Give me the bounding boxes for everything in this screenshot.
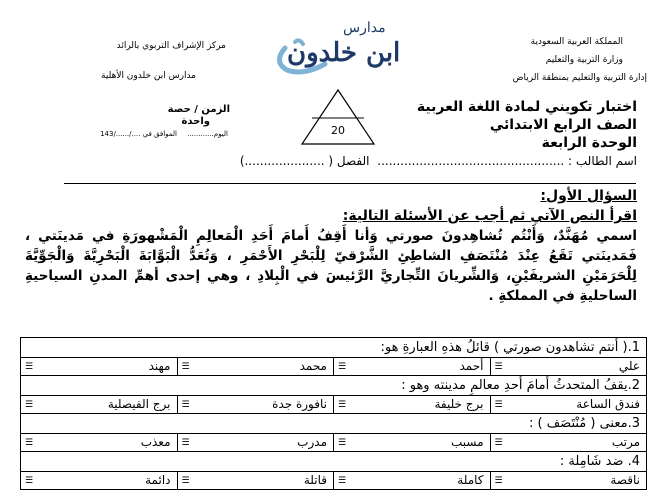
date-label: الموافق في ..../....../143: [100, 130, 177, 138]
option-cell[interactable]: [490, 396, 647, 414]
checkbox-icon[interactable]: ☰: [494, 438, 503, 448]
checkbox-icon[interactable]: ☰: [25, 400, 34, 410]
reading-passage: اسمي مُهَنَّدٌ، وَأَنْتُم تُشاهِدونَ صورتي وَأنا أَقِفُ أَمامَ أَحَدِ الْمَعالِمِ الْمَشْهورَةِ في مَدينَتي ، فَمَدينَتي تَقَعُ عِنْدَ مُنْتَصَفِ الشاطِئِ الشَّرْقيّ لِلْبَحْرِ الأَحْمَرِ ، وَتُعَدُّ الْبَوَّابَةَ الْبَحْرِيَّةَ وَالْجَوِّيَّةَ لِلْحَرَمَيْنِ الشريفَيْنِ، وَالشِّريانَ التِّجاريَّ الرَّئيسَ في الْبِلادِ ، وهي إحدى أهمِّ المدنِ السياحيةِ الساحليةِ في المملكةِ .: [25, 228, 637, 304]
option-label: نافورة جدة: [272, 397, 327, 411]
option-label: دائمة: [145, 473, 171, 487]
checkbox-icon[interactable]: ☰: [494, 476, 503, 486]
option-label: كاملة: [457, 473, 484, 487]
option-cell[interactable]: [334, 396, 491, 414]
checkbox-icon[interactable]: ☰: [338, 476, 347, 486]
options-row: [21, 358, 647, 376]
option-label: مرتب: [611, 435, 640, 449]
checkbox-icon[interactable]: ☰: [181, 476, 190, 486]
option-label: مهند: [148, 359, 171, 373]
question-stem: 3.معنى ( مُنْتَصَف ) :: [21, 414, 647, 434]
option-label: فندق الساعة: [576, 397, 640, 411]
header-right-line-1: المملكة العربية السعودية: [530, 37, 623, 47]
option-cell[interactable]: [177, 396, 334, 414]
question-stem: 4. ضد شَامِلة :: [21, 452, 647, 472]
checkbox-icon[interactable]: ☰: [181, 362, 190, 372]
date-line: [78, 130, 228, 138]
option-label: مدرب: [297, 435, 327, 449]
option-cell[interactable]: [177, 434, 334, 452]
question-row: [21, 338, 647, 358]
checkbox-icon[interactable]: ☰: [338, 362, 347, 372]
checkbox-icon[interactable]: ☰: [25, 476, 34, 486]
option-cell[interactable]: [21, 434, 178, 452]
option-cell[interactable]: [490, 434, 647, 452]
option-label: ناقصة: [610, 473, 640, 487]
question-row: [21, 414, 647, 434]
option-cell[interactable]: [334, 358, 491, 376]
logo-top-text: مدارس: [343, 20, 386, 36]
checkbox-icon[interactable]: ☰: [338, 400, 347, 410]
header-right-line-2: وزارة التربية والتعليم: [545, 55, 623, 65]
section-title: السؤال الأول:: [540, 188, 637, 204]
option-cell[interactable]: [490, 358, 647, 376]
option-label: برج الفيصلية: [107, 397, 171, 411]
option-label: مسبب: [450, 435, 484, 449]
option-label: محمد: [299, 359, 327, 373]
option-label: معذب: [140, 435, 171, 449]
section-instruction: اقرأ النص الآتي ثم أجب عن الأسئلة التالية:: [342, 208, 637, 224]
checkbox-icon[interactable]: ☰: [494, 400, 503, 410]
exam-unit: الوحدة الرابعة: [541, 135, 637, 151]
option-cell[interactable]: [177, 358, 334, 376]
option-cell[interactable]: [21, 396, 178, 414]
exam-title: اختبار تكويني لمادة اللغة العربية: [416, 99, 637, 115]
question-stem: 2.يقفُ المتحدثُ أمامَ أحدِ معالمِ مدينته وهو :: [21, 376, 647, 396]
header-right-line-3: إدارة التربية والتعليم بمنطقة الرياض: [512, 73, 647, 83]
question-stem: 1.( أنتم تشاهدون صورتي ) قائلُ هذهِ العبارةِ هو:: [21, 338, 647, 358]
time-value: واحدة: [181, 116, 210, 127]
option-cell[interactable]: [490, 472, 647, 490]
student-line: [37, 154, 637, 168]
question-row: [21, 376, 647, 396]
time-label: الزمن / حصة: [167, 104, 230, 115]
school-header: [26, 40, 226, 82]
checkbox-icon[interactable]: ☰: [494, 362, 503, 372]
questions-table: [20, 337, 647, 490]
options-row: [21, 472, 647, 490]
triangle-score: 20: [331, 124, 345, 137]
divider: [64, 183, 636, 184]
checkbox-icon[interactable]: ☰: [25, 438, 34, 448]
option-label: قاتلة: [303, 473, 327, 487]
student-name-field[interactable]: اسم الطالب : .................................................: [377, 154, 637, 168]
option-label: أحمد: [459, 359, 484, 373]
exam-title-block: [347, 98, 637, 152]
exam-grade: الصف الرابع الابتدائي: [489, 117, 637, 133]
option-label: علي: [618, 359, 640, 373]
checkbox-icon[interactable]: ☰: [181, 438, 190, 448]
question-row: [21, 452, 647, 472]
option-label: برج خليفة: [434, 397, 484, 411]
option-cell[interactable]: [177, 472, 334, 490]
checkbox-icon[interactable]: ☰: [338, 438, 347, 448]
options-row: [21, 434, 647, 452]
checkbox-icon[interactable]: ☰: [25, 362, 34, 372]
option-cell[interactable]: [21, 472, 178, 490]
options-row: [21, 396, 647, 414]
day-label: اليوم............: [187, 130, 228, 138]
logo-main-text: ابن خلدون: [287, 38, 401, 68]
time-block: [80, 104, 230, 128]
header-left-line-1: مركز الإشراف التربوي بالرائد: [116, 41, 226, 51]
option-cell[interactable]: [334, 434, 491, 452]
checkbox-icon[interactable]: ☰: [181, 400, 190, 410]
ministry-header: [427, 36, 647, 84]
class-field[interactable]: الفصل ( .....................): [239, 154, 370, 168]
school-logo: [265, 18, 415, 76]
option-cell[interactable]: [21, 358, 178, 376]
option-cell[interactable]: [334, 472, 491, 490]
header-left-line-2: مدارس ابن خلدون الأهلية: [101, 71, 196, 81]
